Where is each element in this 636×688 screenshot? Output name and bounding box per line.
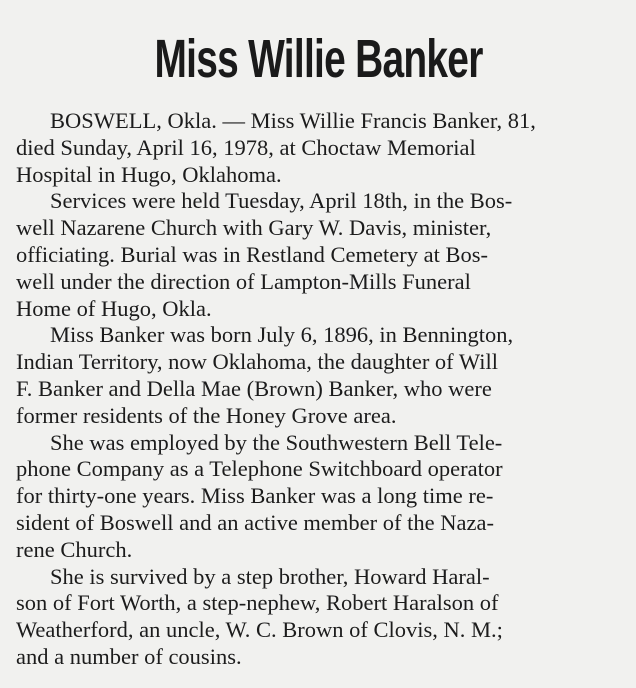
text-line: well under the direction of Lampton-Mills Funeral: [16, 268, 471, 294]
obituary-body: [16, 108, 636, 671]
text-line: officiating. Burial was in Restland Cemetery at Bos-: [16, 241, 488, 267]
text-line: Indian Territory, now Oklahoma, the daughter of Will: [16, 349, 498, 375]
text-line: BOSWELL, Okla. — Miss Willie Francis Banker, 81,: [50, 108, 536, 133]
text-line: former residents of the Honey Grove area.: [16, 402, 397, 428]
text-line: She is survived by a step brother, Howard Haral-: [50, 563, 490, 589]
text-line: well Nazarene Church with Gary W. Davis, minister,: [16, 215, 492, 241]
text-line: sident of Boswell and an active member of the Naza-: [16, 509, 494, 535]
text-line: F. Banker and Della Mae (Brown) Banker, who were: [16, 375, 492, 401]
text-line: rene Church.: [16, 536, 133, 562]
text-line: for thirty-one years. Miss Banker was a long time re-: [16, 483, 494, 509]
paragraph-survivors: [16, 564, 636, 671]
text-line: Miss Banker was born July 6, 1896, in Bennington,: [50, 322, 514, 348]
headline: Miss Willie Banker: [154, 29, 483, 89]
text-line: She was employed by the Southwestern Bell Tele-: [50, 429, 503, 455]
text-line: Services were held Tuesday, April 18th, in the Bos-: [50, 188, 513, 214]
text-line: and a number of cousins.: [16, 643, 242, 669]
text-line: died Sunday, April 16, 1978, at Choctaw Memorial: [16, 134, 476, 160]
paragraph-employment: [16, 430, 636, 564]
paragraph-death-notice: [16, 108, 636, 188]
text-line: Home of Hugo, Okla.: [16, 295, 212, 321]
text-line: Hospital in Hugo, Oklahoma.: [16, 161, 282, 187]
text-line: son of Fort Worth, a step-nephew, Robert Haralson of: [16, 590, 499, 616]
text-line: Weatherford, an uncle, W. C. Brown of Clovis, N. M.;: [16, 617, 503, 643]
paragraph-birth: [16, 322, 636, 429]
text-line: phone Company as a Telephone Switchboard operator: [16, 456, 503, 482]
paragraph-services: [16, 188, 636, 322]
